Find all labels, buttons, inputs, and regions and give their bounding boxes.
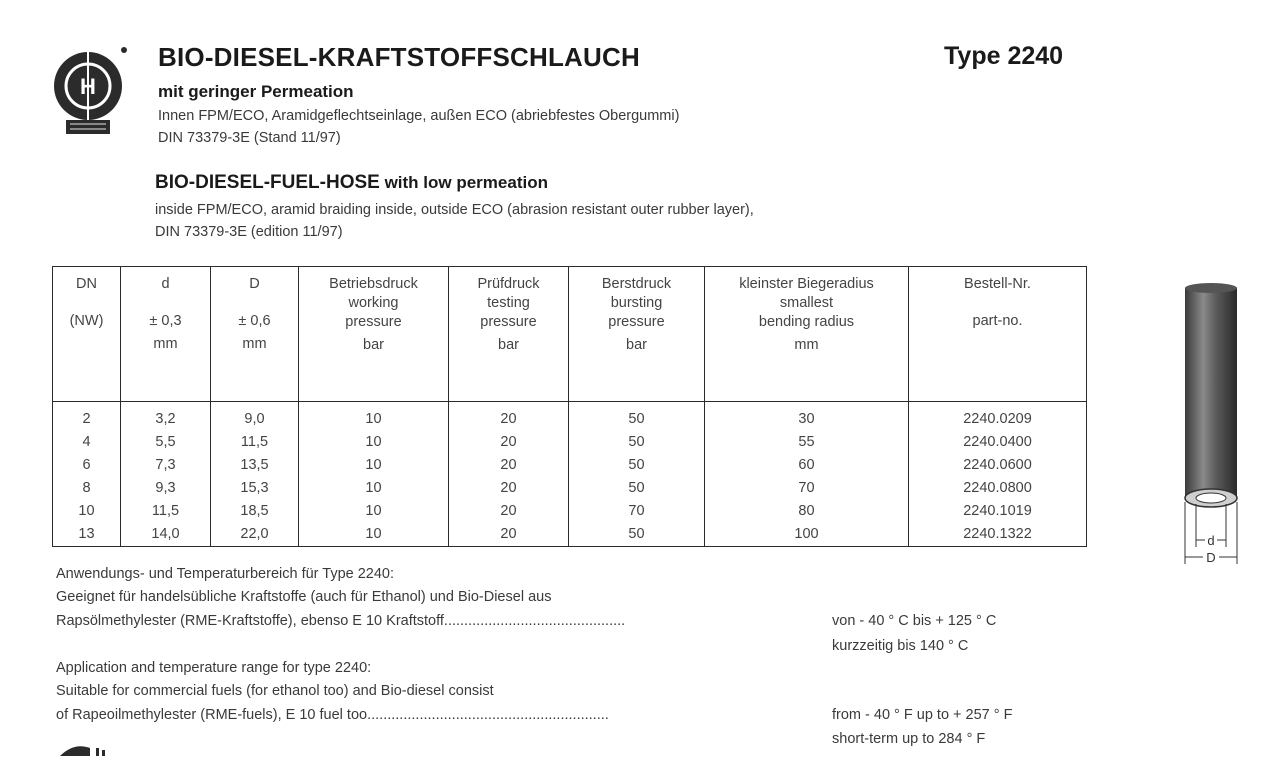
table-cell: 9,0 xyxy=(244,411,265,427)
table-cell: 2240.1322 xyxy=(963,526,1032,542)
table-cell: 10 xyxy=(365,480,382,496)
table-cell: 13,5 xyxy=(240,457,269,473)
col-header-part-number: Bestell-Nr. part-no. xyxy=(909,267,1087,402)
table-cell: 10 xyxy=(78,503,95,519)
table-cell: 11,5 xyxy=(151,503,180,519)
table-cell: 60 xyxy=(798,457,815,473)
col-testing-pressure-values xyxy=(449,402,569,547)
table-cell: 3,2 xyxy=(155,411,176,427)
footer-logo-fragment xyxy=(56,742,116,756)
table-body xyxy=(53,402,1087,547)
spec-table xyxy=(52,266,1087,547)
application-de-heading: Anwendungs- und Temperaturbereich für Type 2240: xyxy=(56,566,395,582)
title-en-main: BIO-DIESEL-FUEL-HOSE xyxy=(155,172,380,193)
table-cell: 20 xyxy=(500,411,517,427)
table-cell: 15,3 xyxy=(240,480,269,496)
inner-diameter-label: d xyxy=(1207,533,1215,548)
table-cell: 30 xyxy=(798,411,815,427)
subtitle-de: mit geringer Permeation xyxy=(158,82,354,101)
table-cell: 100 xyxy=(794,526,819,542)
temperature-short-en: short-term up to 284 ° F xyxy=(832,731,986,747)
col-header-inner-diameter: d ± 0,3 mm xyxy=(121,267,211,402)
table-cell: 50 xyxy=(628,526,645,542)
col-header-outer-diameter: D ± 0,6 mm xyxy=(211,267,299,402)
description-en-line2: DIN 73379-3E (edition 11/97) xyxy=(155,224,343,240)
col-inner-diameter-values xyxy=(121,402,211,547)
table-cell: 4 xyxy=(82,434,91,450)
table-cell: 20 xyxy=(500,503,517,519)
hose-diagram xyxy=(1176,282,1246,572)
col-header-working-pressure: Betriebsdruck working pressure bar xyxy=(299,267,449,402)
temperature-range-de: von - 40 ° C bis + 125 ° C xyxy=(832,613,997,629)
application-en-heading: Application and temperature range for type 2240: xyxy=(56,660,372,676)
outer-diameter-label: D xyxy=(1206,550,1216,565)
description-de-line1: Innen FPM/ECO, Aramidgeflechtseinlage, außen ECO (abriebfestes Obergummi) xyxy=(158,108,680,124)
table-cell: 11,5 xyxy=(240,434,269,450)
application-en-line3: of Rapeoilmethylester (RME-fuels), E 10 fuel too............................................................ xyxy=(56,707,609,723)
table-cell: 18,5 xyxy=(240,503,269,519)
table-cell: 22,0 xyxy=(240,526,269,542)
col-header-dn: DN (NW) xyxy=(53,267,121,402)
type-label: Type 2240 xyxy=(944,42,1064,70)
table-cell: 2240.1019 xyxy=(963,503,1032,519)
table-cell: 80 xyxy=(798,503,815,519)
table-cell: 10 xyxy=(365,434,382,450)
table-cell: 9,3 xyxy=(155,480,176,496)
col-bursting-pressure-values xyxy=(569,402,705,547)
table-header-row xyxy=(53,267,1087,402)
table-cell: 50 xyxy=(628,457,645,473)
table-cell: 20 xyxy=(500,457,517,473)
col-part-number-values xyxy=(909,402,1087,547)
description-en-line1: inside FPM/ECO, aramid braiding inside, outside ECO (abrasion resistant outer rubber layer), xyxy=(155,202,754,218)
table-cell: 20 xyxy=(500,526,517,542)
col-header-bursting-pressure: Berstdruck bursting pressure bar xyxy=(569,267,705,402)
page-title: BIO-DIESEL-KRAFTSTOFFSCHLAUCH xyxy=(158,42,640,72)
table-cell: 70 xyxy=(628,503,645,519)
table-cell: 10 xyxy=(365,526,382,542)
table-cell: 2240.0800 xyxy=(963,480,1032,496)
col-outer-diameter-values xyxy=(211,402,299,547)
table-cell: 2240.0400 xyxy=(963,434,1032,450)
table-cell: 50 xyxy=(628,480,645,496)
title-en-rest: with low permeation xyxy=(379,173,548,192)
table-cell: 2 xyxy=(82,411,91,427)
temperature-range-en: from - 40 ° F up to + 257 ° F xyxy=(832,707,1013,723)
application-de-line2: Geeignet für handelsübliche Kraftstoffe (auch für Ethanol) und Bio-Diesel aus xyxy=(56,589,552,605)
table-cell: 70 xyxy=(798,480,815,496)
table-cell: 2240.0600 xyxy=(963,457,1032,473)
table-cell: 20 xyxy=(500,434,517,450)
col-header-testing-pressure: Prüfdruck testing pressure bar xyxy=(449,267,569,402)
table-cell: 5,5 xyxy=(155,434,176,450)
table-cell: 20 xyxy=(500,480,517,496)
table-cell: 13 xyxy=(78,526,95,542)
table-cell: 10 xyxy=(365,503,382,519)
application-en-line2: Suitable for commercial fuels (for ethanol too) and Bio-diesel consist xyxy=(56,683,494,699)
title-en xyxy=(155,172,548,194)
table-cell: 50 xyxy=(628,434,645,450)
table-cell: 10 xyxy=(365,411,382,427)
table-cell: 14,0 xyxy=(151,526,180,542)
col-bending-radius-values xyxy=(705,402,909,547)
table-cell: 7,3 xyxy=(155,457,176,473)
description-de-line2: DIN 73379-3E (Stand 11/97) xyxy=(158,130,341,146)
logo-letter: H xyxy=(80,74,96,99)
table-cell: 10 xyxy=(365,457,382,473)
table-cell: 55 xyxy=(798,434,815,450)
table-cell: 2240.0209 xyxy=(963,411,1032,427)
table-cell: 50 xyxy=(628,411,645,427)
col-dn-values xyxy=(53,402,121,547)
application-de-line3: Rapsölmethylester (RME-Kraftstoffe), ebenso E 10 Kraftstoff............................................. xyxy=(56,613,626,629)
table-cell: 8 xyxy=(82,480,91,496)
col-header-bending-radius: kleinster Biegeradius smallest bending radius mm xyxy=(705,267,909,402)
temperature-short-de: kurzzeitig bis 140 ° C xyxy=(832,638,969,654)
table-cell: 6 xyxy=(82,457,91,473)
col-working-pressure-values xyxy=(299,402,449,547)
company-logo xyxy=(50,42,130,142)
